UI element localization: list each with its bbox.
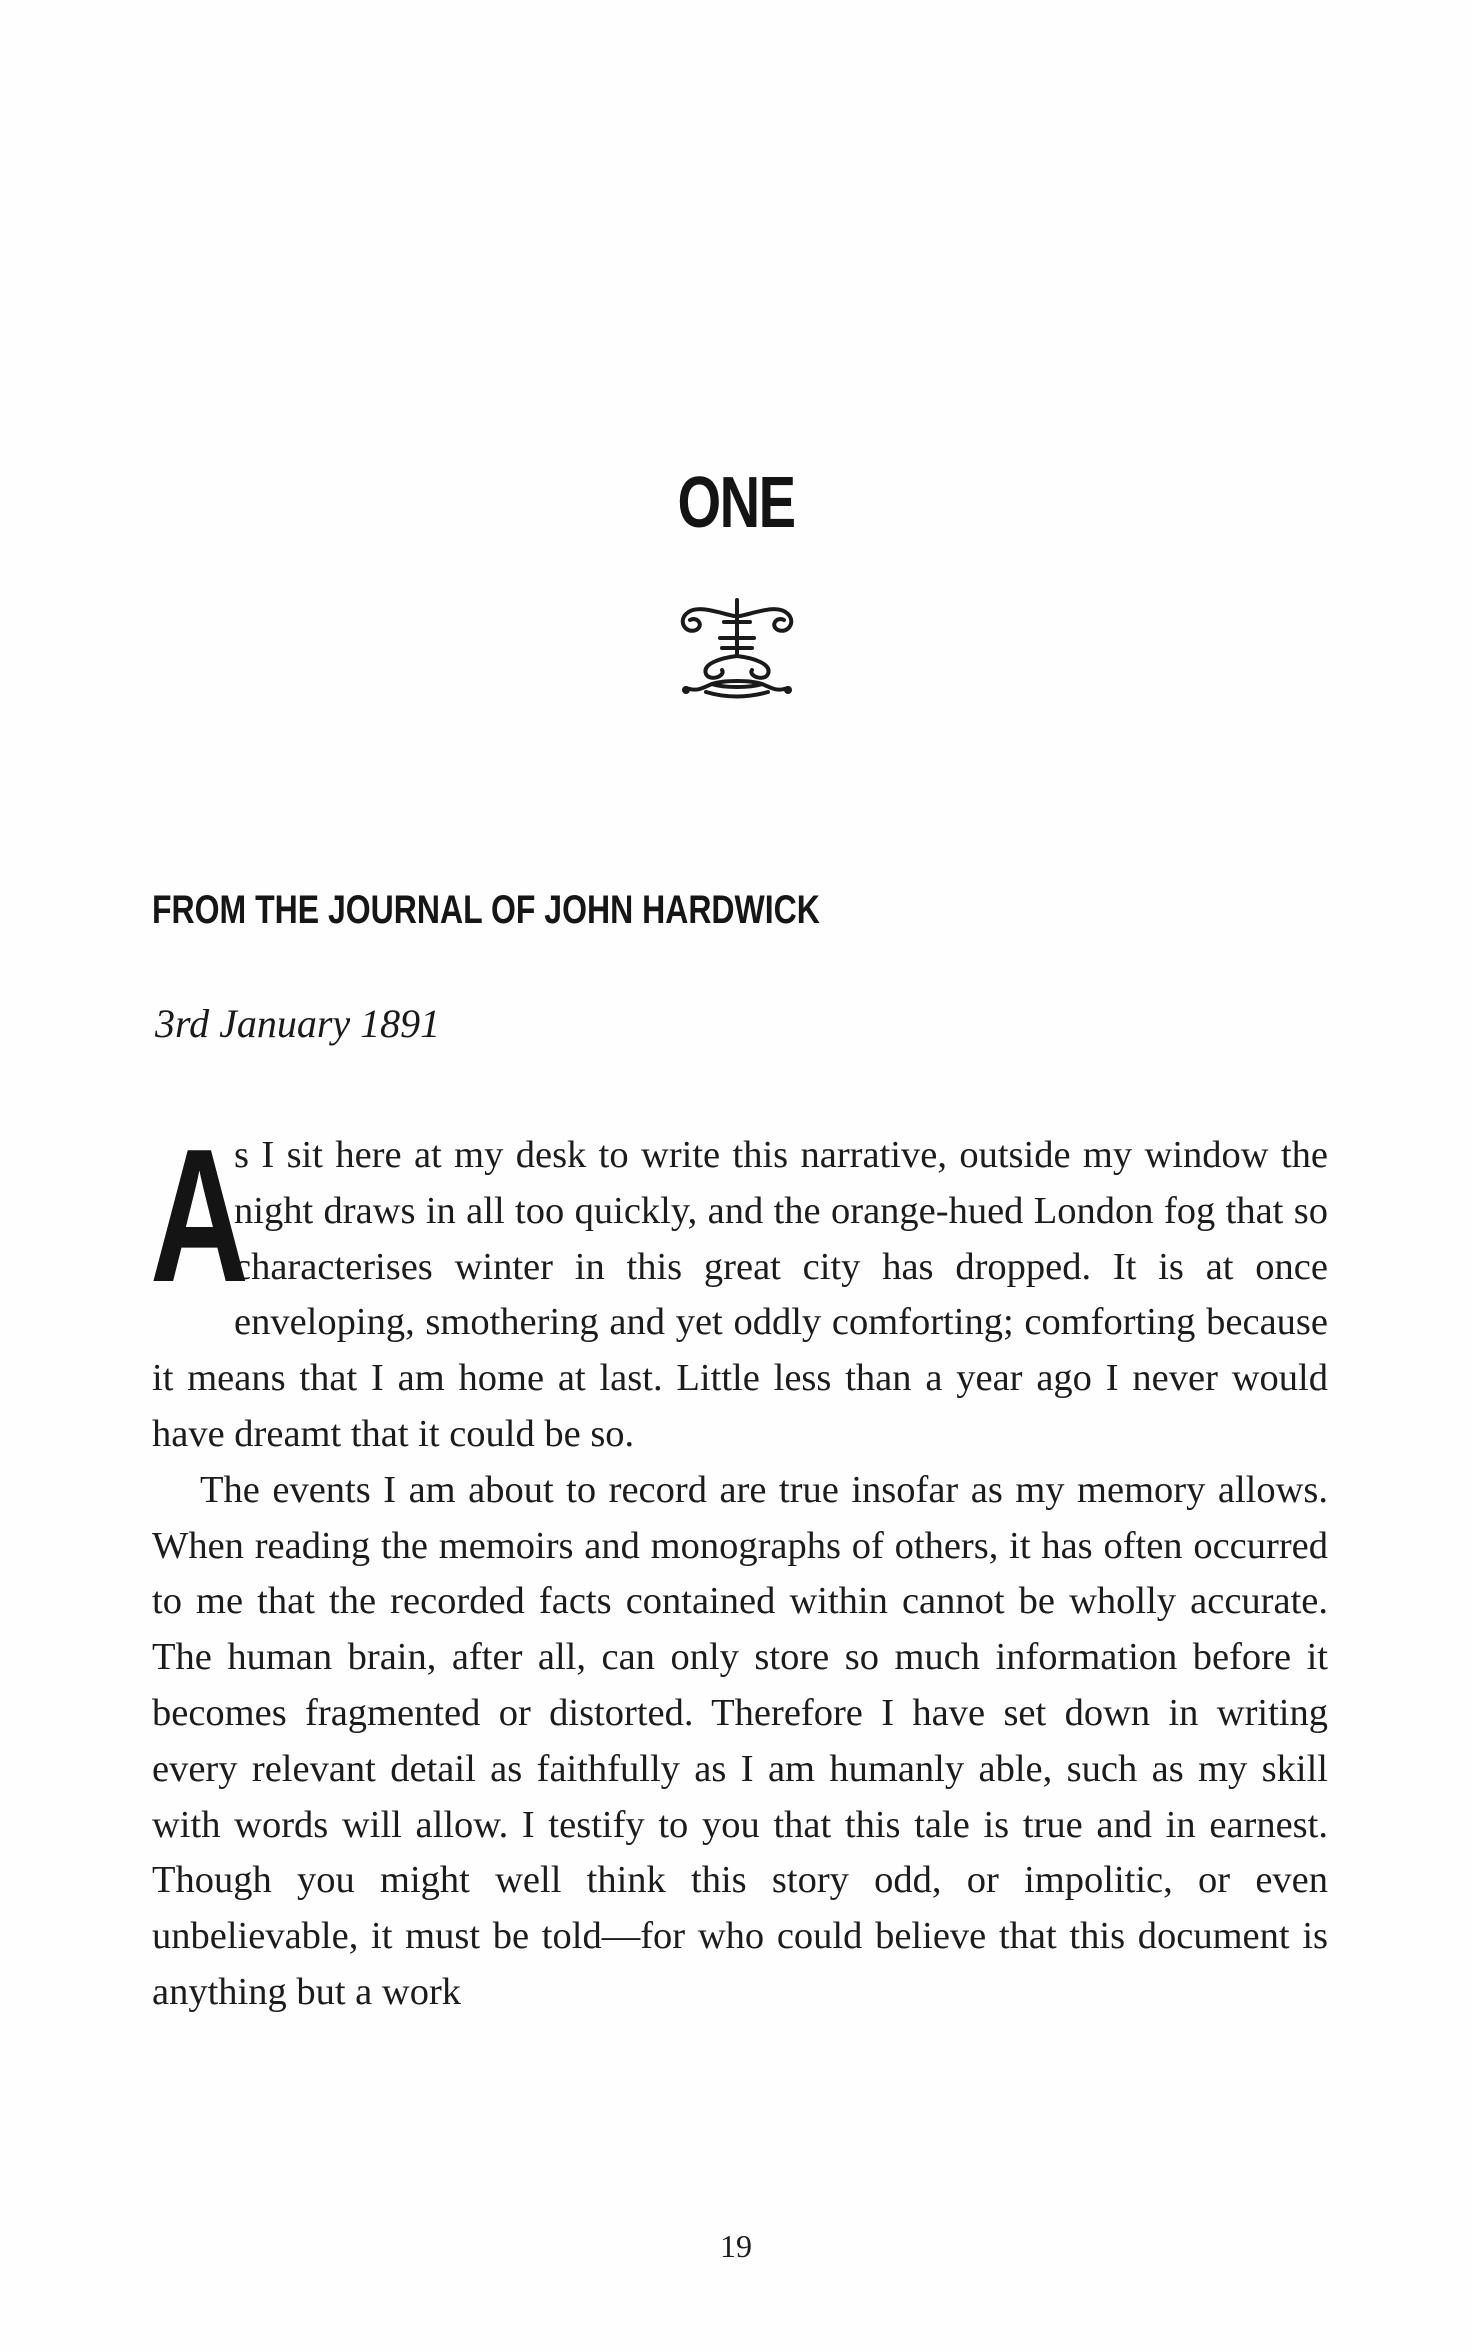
paragraph-2: The events I am about to record are true insofar as my memory allows. When reading the memoirs and monographs of others, it has often occurred to me that the recorded facts contained within cannot be wholly accurate. The human brain, after all, can only store so much information before it becomes fragmented or distorted. Therefore I have set down in writing every relevant detail as faithfully as I am humanly able, such as my skill with words will allow. I testify to you that this tale is true and in earnest. Though you might well think this story odd, or impolitic, or even unbelievable, it must be told—for who could believe that this document is anything but a work (152, 1468, 1328, 2013)
body-text (150, 1110, 1328, 2021)
drop-cap: A (150, 1110, 249, 1322)
paragraph-1 (150, 1110, 1328, 1463)
journal-date: 3rd January 1891 (155, 1001, 441, 1046)
journal-heading: FROM THE JOURNAL OF JOHN HARDWICK (152, 888, 820, 932)
fleuron-ornament-icon (676, 592, 798, 704)
paragraph-1-text: s I sit here at my desk to write this narrative, outside my window the night draws in all too quickly, and the orange-hued London fog that so characterises winter in this great city has dropped. It is at once enveloping, smothering and yet oddly comforting; comforting because it means that I am home at last. Little less than a year ago I never would have dreamt that it could be so. (152, 1134, 1328, 1455)
chapter-title: ONE (677, 463, 795, 543)
page-number: 19 (720, 2228, 752, 2264)
